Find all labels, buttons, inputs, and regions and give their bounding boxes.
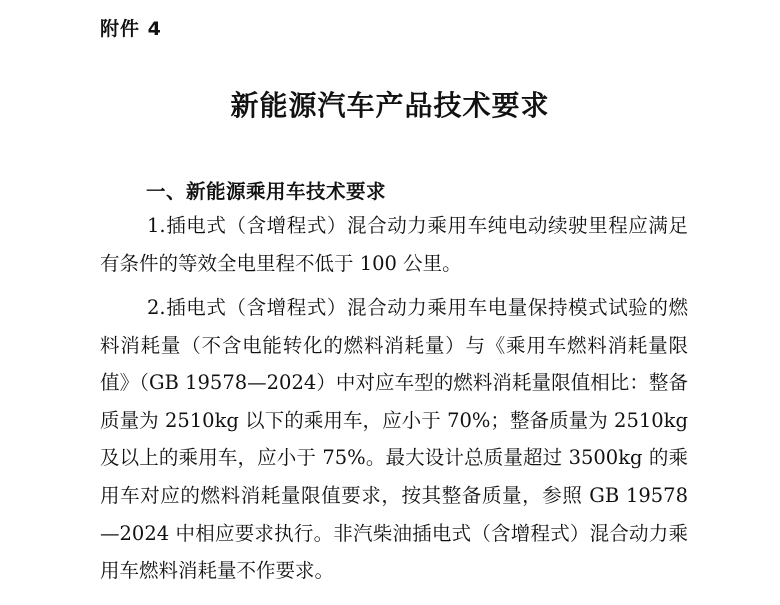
- attachment-label: 附件 4: [100, 18, 162, 40]
- section-heading: 一、新能源乘用车技术要求: [146, 180, 387, 203]
- paragraph-2: 2.插电式（含增程式）混合动力乘用车电量保持模式试验的燃料消耗量（不含电能转化的燃料消耗量）与《乘用车燃料消耗量限值》（GB 19578—2024）中对应车型的燃料消耗量限值相比：整备质量为 2510kg 以下的乘用车，应小于 70%；整备质量为 2510kg 及以上的乘用车，应小于 75%。最大设计总质量超过 3500kg 的乘用车对应的燃料消耗量限值要求，按其整备质量，参照 GB 19578—2024 中相应要求执行。非汽柴油插电式（含增程式）混合动力乘用车燃料消耗量不作要求。: [100, 296, 688, 583]
- document-title: 新能源汽车产品技术要求: [230, 89, 550, 122]
- paragraph-1: 1.插电式（含增程式）混合动力乘用车纯电动续驶里程应满足有条件的等效全电里程不低于 100 公里。: [100, 214, 688, 275]
